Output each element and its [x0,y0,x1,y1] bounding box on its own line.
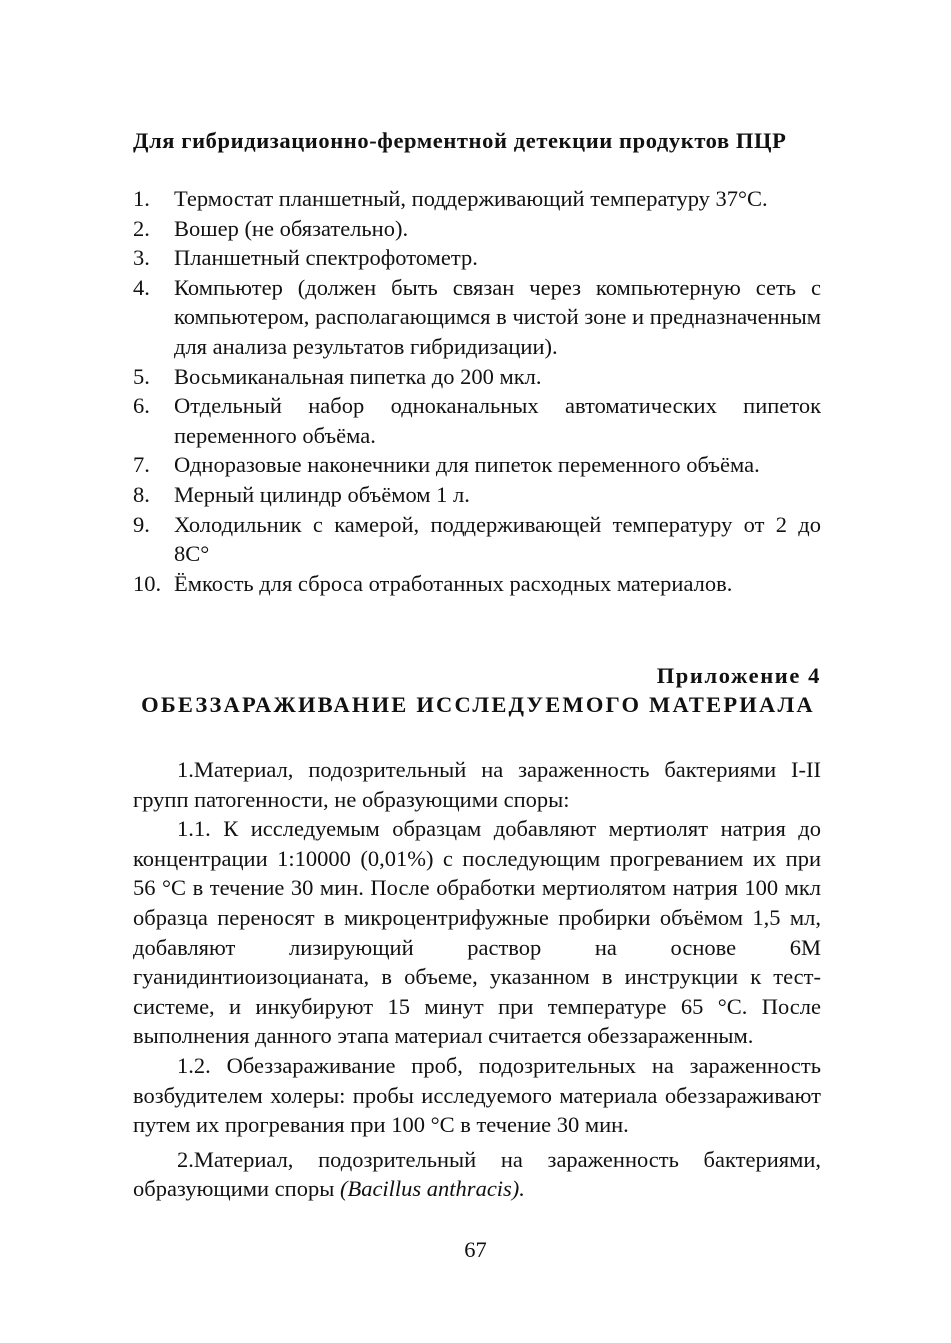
list-item-number: 9. [133,511,150,537]
appendix-label: Приложение 4 [656,663,821,688]
list-item [133,273,821,362]
section-heading: Для гибридизационно-ферментной детекции продуктов ПЦР [133,128,787,153]
list-item-number: 3. [133,245,150,271]
equipment-list [133,184,821,598]
paragraph: 1.1. К исследуемым образцам добавляют мертиолят натрия до концентрации 1:10000 (0,01%) с последующим прогреванием их при 56 °С в течение 30 мин. После обработки мертиолятом натрия 100 мкл образца переносят в микроцентрифужные пробирки объёмом 1,5 мл, добавляют лизирующий раствор на основе 6М гуанидинтиоизоцианата, в объеме, указанном в инструкции к тест-системе, и инкубируют 15 минут при температуре 65 °С. После выполнения данного этапа материал считается обеззараженным. [133,816,821,1049]
list-item-number: 8. [133,481,150,507]
list-item-text: Мерный цилиндр объёмом 1 л. [174,481,470,507]
paragraph: 1.Материал, подозрительный на зараженность бактериями I-II групп патогенности, не образующими споры: [133,757,821,812]
paragraph-text: 2.Материал, подозрительный на зараженность бактериями, образующими споры [133,1146,821,1202]
paragraph: 1.2. Обеззараживание проб, подозрительных на зараженность возбудителем холеры: пробы исследуемого материала обеззараживают путем их прогревания при 100 °С в течение 30 мин. [133,1052,821,1138]
list-item-text: Восьмиканальная пипетка до 200 мкл. [174,363,542,389]
list-item [133,391,821,450]
list-item-text: Одноразовые наконечники для пипеток переменного объёма. [174,452,760,478]
list-item-text: Холодильник с камерой, поддерживающей температуру от 2 до 8С° [174,511,821,567]
list-item-number: 4. [133,274,150,300]
list-item [133,362,821,392]
list-item-text: Планшетный спектрофотометр. [174,245,478,271]
list-item [133,569,821,599]
paragraph [133,1145,821,1204]
list-item-number: 5. [133,363,150,389]
section-title: ОБЕЗЗАРАЖИВАНИЕ ИССЛЕДУЕМОГО МАТЕРИАЛА [141,692,815,717]
list-item-number: 1. [133,186,150,211]
list-item-text: Отдельный набор одноканальных автоматических пипеток переменного объёма. [174,393,821,448]
list-item-text: Компьютер (должен быть связан через компьютерную сеть с компьютером, располагающимся в чистой зоне и предназначенным для анализа результатов гибридизации). [174,274,821,359]
list-item [133,243,821,273]
list-item-text: Вошер (не обязательно). [174,215,409,241]
page-number: 67 [464,1237,487,1262]
list-item [133,480,821,510]
list-item-number: 10. [133,570,162,596]
list-item-text: Термостат планшетный, поддерживающий температуру 37°С. [174,186,768,211]
list-item-number: 6. [133,393,150,419]
species-name: (Bacillus anthracis). [339,1176,525,1202]
body-text [133,755,821,1204]
list-item [133,214,821,244]
list-item-number: 7. [133,452,150,478]
list-item [133,510,821,569]
list-item [133,450,821,480]
list-item-number: 2. [133,215,150,241]
list-item [133,184,821,214]
list-item-text: Ёмкость для сброса отработанных расходных материалов. [174,570,733,596]
